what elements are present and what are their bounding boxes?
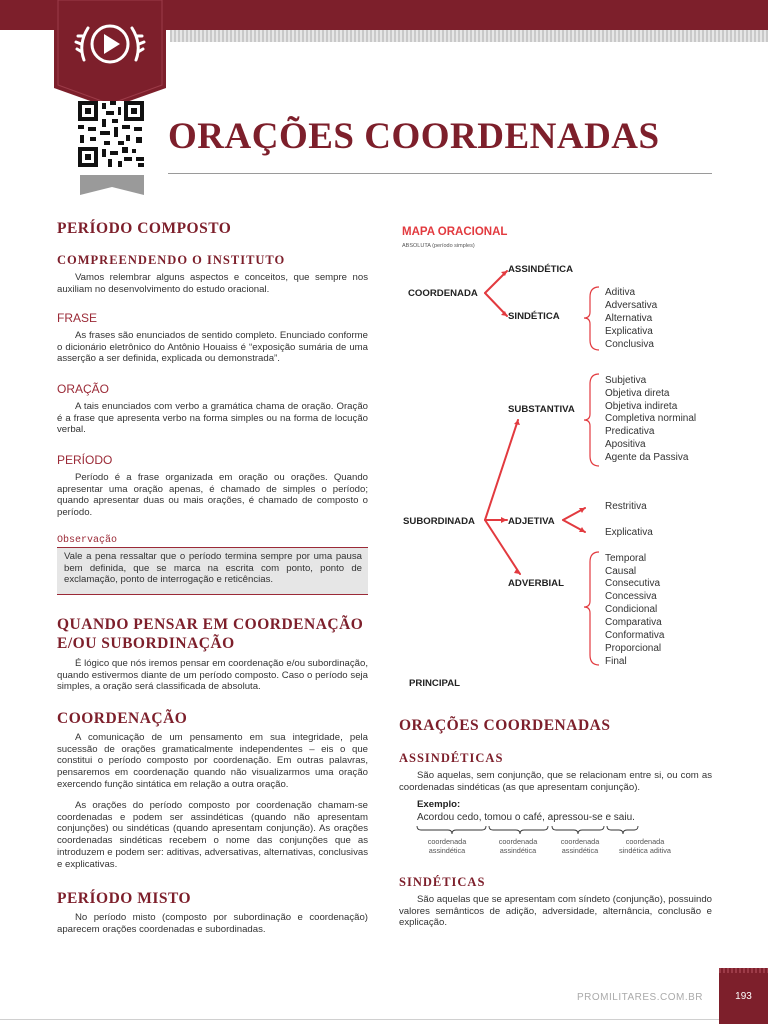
map-adverbial-item: Conformativa	[605, 630, 665, 641]
heading-oracoes-coordenadas: ORAÇÕES COORDENADAS	[399, 717, 611, 734]
map-adverbial: ADVERBIAL	[508, 578, 564, 589]
map-adverbial-item: Causal	[605, 566, 637, 577]
map-substantiva-item: Predicativa	[605, 426, 655, 437]
heading-assindeticas: ASSINDÉTICAS	[399, 751, 504, 765]
paragraph-coordenacao-2: As orações do período composto por coordenação chamam-se coordenadas e podem ser assindéticas (quando não apresentam conjunções) ou sindéticas (quando apresentam conjunção). As orações coordenadas sindéticas recebem o nome das conjunções que as introduzem e podem ser: aditivas, adversativas, alternativas, conclusivas e explicativas.	[57, 800, 368, 870]
example-label: Exemplo:	[417, 799, 461, 810]
caption-coordenada-3: coordenada assindética	[560, 837, 600, 855]
footer-site[interactable]: PROMILITARES.COM.BR	[577, 992, 703, 1003]
heading-quando-line2: E/OU SUBORDINAÇÃO	[57, 635, 235, 652]
map-adjetiva-item: Restritiva	[605, 501, 647, 512]
map-coordenada: COORDENADA	[408, 288, 478, 299]
map-substantiva-item: Subjetiva	[605, 375, 647, 386]
map-note: ABSOLUTA (período simples)	[402, 243, 475, 249]
map-substantiva-item: Apositiva	[605, 439, 646, 450]
heading-quando-line1: QUANDO PENSAR EM COORDENAÇÃO	[57, 616, 364, 633]
paragraph-sindeticas: São aquelas que se apresentam com síndeto (conjunção), possuindo valores semânticos de adição, adversidade, alternância, conclusão e explicação.	[399, 894, 712, 929]
map-sindetica-item: Adversativa	[605, 300, 658, 311]
paragraph-compreendendo: Vamos relembrar alguns aspectos e conceitos, que sempre nos auxiliam no desenvolvimento do estudo oracional.	[57, 272, 368, 295]
footer-rule	[0, 1019, 768, 1020]
map-adverbial-item: Condicional	[605, 604, 658, 615]
map-substantiva-item: Objetiva indireta	[605, 401, 678, 412]
map-substantiva-item: Agente da Passiva	[605, 452, 689, 463]
page-number: 193	[735, 991, 752, 1002]
page-number-notch	[719, 968, 768, 973]
map-adverbial-item: Consecutiva	[605, 578, 661, 589]
map-sindetica-item: Aditiva	[605, 287, 636, 298]
heading-coordenacao: COORDENAÇÃO	[57, 710, 188, 727]
heading-periodo: PERÍODO	[57, 453, 113, 467]
map-title: MAPA ORACIONAL	[402, 226, 508, 238]
map-assindetica: ASSINDÉTICA	[508, 264, 574, 275]
heading-oracao: ORAÇÃO	[57, 382, 110, 396]
map-principal: PRINCIPAL	[409, 678, 460, 689]
paragraph-frase: As frases são enunciados de sentido completo. Enunciado conforme o dicionário eletrônico do Antônio Houaiss é “exposição sumária de uma asserção a ser definida, explicada ou demonstrada”.	[57, 330, 368, 365]
paragraph-coordenacao-1: A comunicação de um pensamento em sua integridade, pela sucessão de orações gramaticalmente independentes – eis o que constitui o período composto por coordenação. Em outras palavras, pensaremos em coordenação quando não visualizarmos uma oração exercendo função sintática em relação a outra oração.	[57, 732, 368, 790]
map-adverbial-item: Comparativa	[605, 617, 662, 628]
title-rule	[168, 173, 712, 174]
example-sentence: Acordou cedo, tomou o café, apressou-se e saiu.	[417, 812, 635, 823]
map-adverbial-item: Final	[605, 656, 627, 667]
map-substantiva: SUBSTANTIVA	[508, 404, 575, 415]
observacao-box: Vale a pena ressaltar que o período termina sempre por uma pausa bem definida, que se marca na escrita com ponto, ponto de exclamação, ponto de interrogação e reticências.	[57, 548, 368, 594]
heading-frase: FRASE	[57, 311, 98, 325]
heading-sindeticas: SINDÉTICAS	[399, 875, 486, 889]
caption-coordenada-1: coordenada assindética	[427, 837, 467, 855]
map-substantiva-item: Completiva norminal	[605, 413, 697, 424]
paragraph-assindeticas: São aquelas, sem conjunção, que se relacionam entre si, ou com as coordenadas sindéticas (as que apresentam conjunção).	[399, 770, 712, 793]
map-sindetica-item: Alternativa	[605, 313, 653, 324]
header-stripe	[170, 30, 768, 42]
paragraph-oracao: A tais enunciados com verbo a gramática chama de oração. Oração é a frase que apresenta verbo na forma simples ou na forma de locução verbal.	[57, 401, 368, 436]
map-sindetica: SINDÉTICA	[508, 311, 560, 322]
heading-compreendendo: COMPREENDENDO O INSTITUTO	[57, 253, 286, 267]
page-title: ORAÇÕES COORDENADAS	[168, 116, 660, 157]
paragraph-quando: É lógico que nós iremos pensar em coordenação e/ou subordinação, quando estivermos diante de um período composto. Caso o período seja simples, a oração será classificada de absoluta.	[57, 658, 368, 693]
caption-coordenada-2: coordenada assindética	[498, 837, 538, 855]
brand-badge	[54, 0, 166, 108]
map-adverbial-item: Concessiva	[605, 591, 657, 602]
map-sindetica-item: Conclusiva	[605, 339, 654, 350]
observacao-rule-bottom	[57, 594, 368, 595]
map-subordinada: SUBORDINADA	[403, 516, 475, 527]
map-sindetica-item: Explicativa	[605, 326, 653, 337]
map-substantiva-item: Objetiva direta	[605, 388, 670, 399]
observacao-label: Observação	[57, 535, 118, 546]
map-adjetiva-item: Explicativa	[605, 527, 653, 538]
map-adverbial-item: Proporcional	[605, 643, 662, 654]
heading-periodo-composto: PERÍODO COMPOSTO	[57, 220, 232, 237]
map-adverbial-item: Temporal	[605, 553, 647, 564]
heading-periodo-misto: PERÍODO MISTO	[57, 890, 192, 907]
qr-tab	[80, 175, 144, 195]
qr-code[interactable]	[78, 101, 144, 167]
paragraph-periodo: Período é a frase organizada em oração ou orações. Quando apresentar uma oração apenas, é chamado de simples o período; quando apresentar duas ou mais orações, é chamado de composto o período.	[57, 472, 368, 519]
map-adjetiva: ADJETIVA	[508, 516, 555, 527]
paragraph-periodo-misto: No período misto (composto por subordinação e coordenação) aparecem orações coordenadas e subordinadas.	[57, 912, 368, 935]
caption-coordenada-4: coordenada sindética aditiva	[619, 837, 671, 855]
